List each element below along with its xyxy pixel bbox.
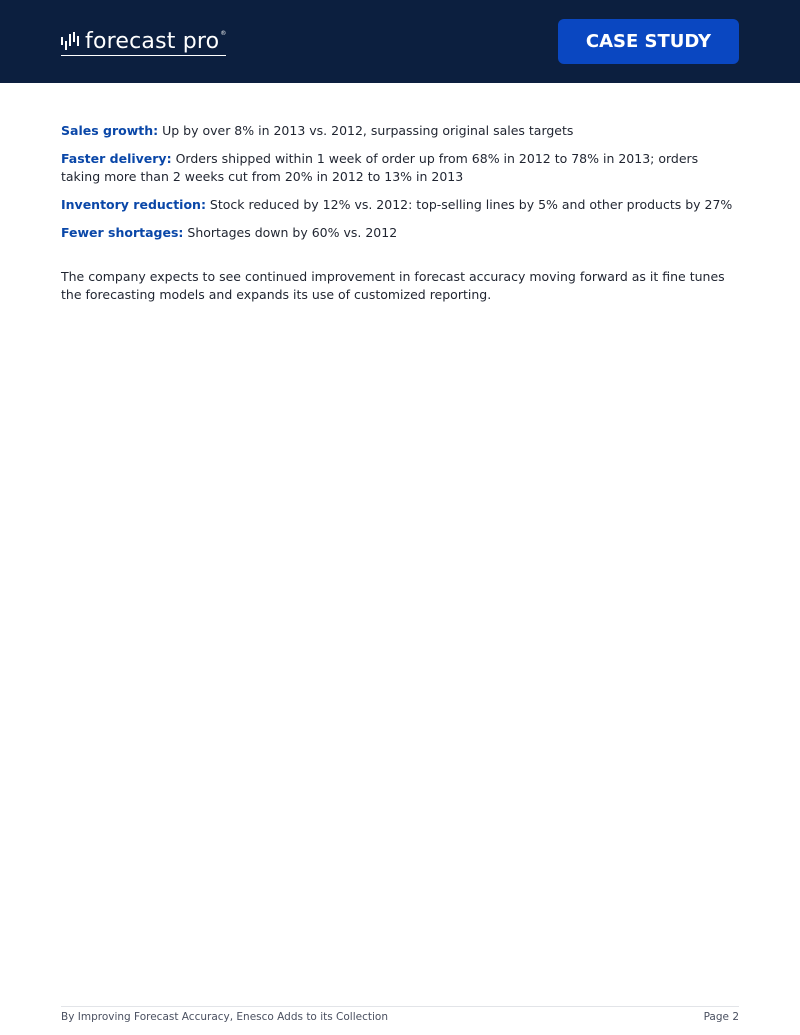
result-item-inventory-reduction [61, 196, 741, 214]
main-content [61, 122, 741, 303]
result-label: Sales growth: [61, 123, 159, 138]
result-text: Stock reduced by 12% vs. 2012: top-selling lines by 5% and other products by 27% [205, 196, 733, 212]
result-text: Orders shipped within 1 week of order up from 68% in 2012 to 78% in 2013; orders taking more than 2 weeks cut from 20% in 2012 to 13% in 2013 [61, 151, 699, 184]
result-text: Up by over 8% in 2013 vs. 2012, surpassing original sales targets [158, 123, 574, 138]
page-number: Page 2 [703, 1011, 739, 1023]
logo-wordmark: forecast pro [85, 29, 220, 54]
bar-chart-logo-icon [61, 32, 81, 50]
registered-mark: ® [220, 30, 227, 37]
result-label: Inventory reduction: [61, 196, 206, 212]
forecast-pro-logo [61, 26, 226, 56]
result-item-sales-growth [61, 122, 741, 140]
page-footer [61, 1006, 739, 1023]
case-study-button[interactable]: CASE STUDY [558, 19, 739, 64]
result-label: Faster delivery: [61, 151, 172, 166]
result-item-fewer-shortages [61, 224, 741, 242]
closing-paragraph: The company expects to see continued improvement in forecast accuracy moving forward as it fine tunes the forecasting models and expands its use of customized reporting. [61, 269, 725, 302]
page-header [0, 0, 800, 83]
result-label: Fewer shortages: [61, 224, 184, 240]
result-text: Shortages down by 60% vs. 2012 [183, 224, 398, 240]
footer-title: By Improving Forecast Accuracy, Enesco Adds to its Collection [61, 1011, 388, 1023]
result-item-faster-delivery [61, 150, 741, 185]
